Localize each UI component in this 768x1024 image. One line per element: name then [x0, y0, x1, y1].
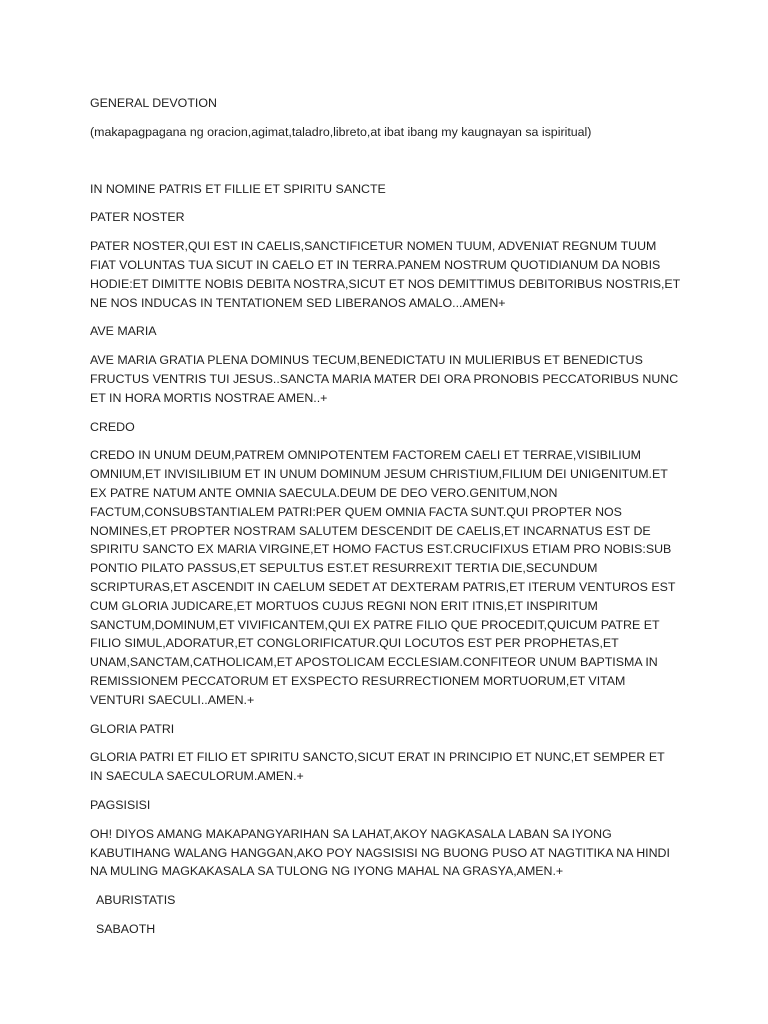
- section-text-credo: CREDO IN UNUM DEUM,PATREM OMNIPOTENTEM FACTOREM CAELI ET TERRAE,VISIBILIUM OMNIUM,ET INVISILIBIUM ET IN UNUM DOMINUM JESUM CHRISTIUM,FILIUM DEI UNIGENITUM.ET EX PATRE NATUM ANTE OMNIA SAECULA.DEUM DE DEO VERO.GENITUM,NON FACTUM,CONSUBSTANTIALEM PATRI:PER QUEM OMNIA FACTA SUNT.QUI PROPTER NOS NOMINES,ET PROPTER NOSTRAM SALUTEM DESCENDIT DE CAELIS,ET INCARNATUS EST DE SPIRITU SANCTO EX MARIA VIRGINE,ET HOMO FACTUS EST.CRUCIFIXUS ETIAM PRO NOBIS:SUB PONTIO PILATO PASSUS,ET SEPULTUS EST.ET RESURREXIT TERTIA DIE,SECUNDUM SCRIPTURAS,ET ASCENDIT IN CAELUM SEDET AT DEXTERAM PATRIS,ET ITERUM VENTUROS EST CUM GLORIA JUDICARE,ET MORTUOS CUJUS REGNI NON ERIT ITNIS,ET INSPIRITUM SANCTUM,DOMINUM,ET VIVIFICANTEM,QUI EX PATRE FILIO QUE PROCEDIT,QUICUM PATRE ET FILIO SIMUL,ADORATUR,ET CONGLORIFICATUR.QUI LOCUTOS EST PER PROPHETAS,ET UNAM,SANCTAM,CATHOLICAM,ET APOSTOLICAM ECCLESIAM.CONFITEOR UNUM BAPTISMA IN REMISSIONEM PECCATORUM ET EXSPECTO RESURRECTIONEM MORTUORUM,ET VITAM VENTURI SAECULI..AMEN.+: [90, 448, 676, 707]
- document-title: GENERAL DEVOTION: [90, 96, 217, 110]
- section-heading-credo: CREDO: [90, 419, 135, 434]
- trailing-item-sabaoth: SABAOTH: [96, 921, 156, 936]
- section-heading-pagsisisi: PAGSISISI: [90, 797, 151, 812]
- trailing-item-aburistatis: ABURISTATIS: [96, 893, 176, 908]
- section-text-gloria-patri: GLORIA PATRI ET FILIO ET SPIRITU SANCTO,SICUT ERAT IN PRINCIPIO ET NUNC,ET SEMPER ET IN SAECULA SAECULORUM.AMEN.+: [90, 750, 665, 784]
- blank-line: [90, 152, 680, 180]
- invocation-line: IN NOMINE PATRIS ET FILLIE ET SPIRITU SANCTE: [90, 181, 386, 196]
- document-subtitle: (makapagpagana ng oracion,agimat,taladro,libreto,at ibat ibang my kaugnayan sa ispiritual): [90, 124, 592, 139]
- document-body: [90, 94, 680, 949]
- section-heading-ave-maria: AVE MARIA: [90, 324, 157, 339]
- section-text-pagsisisi: OH! DIYOS AMANG MAKAPANGYARIHAN SA LAHAT,AKOY NAGKASALA LABAN SA IYONG KABUTIHANG WALANG HANGGAN,AKO POY NAGSISISI NG BUONG PUSO AT NAGTITIKA NA HINDI NA MULING MAGKAKASALA SA TULONG NG IYONG MAHAL NA GRASYA,AMEN.+: [90, 826, 670, 879]
- section-heading-gloria-patri: GLORIA PATRI: [90, 721, 175, 736]
- section-text-pater-noster: PATER NOSTER,QUI EST IN CAELIS,SANCTIFICETUR NOMEN TUUM, ADVENIAT REGNUM TUUM FIAT VOLUNTAS TUA SICUT IN CAELO ET IN TERRA.PANEM NOSTRUM QUOTIDIANUM DA NOBIS HODIE:ET DIMITTE NOBIS DEBITA NOSTRA,SICUT ET NOS DEMITTIMUS DEBITORIBUS NOSTRIS,ET NE NOS INDUCAS IN TENTATIONEM SED LIBERANOS AMALO...AMEN+: [90, 239, 681, 310]
- section-text-ave-maria: AVE MARIA GRATIA PLENA DOMINUS TECUM,BENEDICTATU IN MULIERIBUS ET BENEDICTUS FRUCTUS VENTRIS TUI JESUS..SANCTA MARIA MATER DEI ORA PRONOBIS PECCATORIBUS NUNC ET IN HORA MORTIS NOSTRAE AMEN..+: [90, 353, 679, 405]
- section-heading-pater-noster: PATER NOSTER: [90, 210, 185, 225]
